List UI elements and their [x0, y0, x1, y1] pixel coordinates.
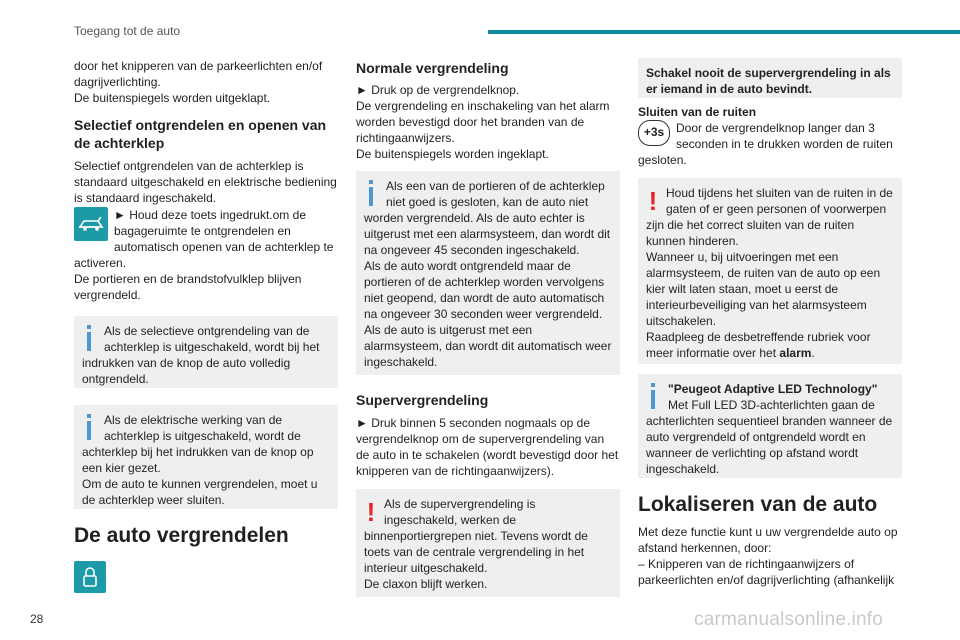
led-title: "Peugeot Adaptive LED Technology": [668, 382, 878, 396]
intro-paragraph: door het knipperen van de parkeerlichten en/of dagrijverlichting. De buitenspiegels worden uitgeklapt.: [74, 59, 323, 105]
close-windows-paragraph: Door de vergrendelknop langer dan 3 seconden in te drukken worden de ruiten gesloten.: [638, 121, 893, 167]
warning-icon: !: [648, 186, 658, 216]
lock-icon: [74, 561, 106, 593]
warning-box-superlock: [356, 489, 620, 597]
section-title: Toegang tot de auto: [74, 24, 181, 38]
heading-selective-unlock: Selectief ontgrendelen en openen van de achterklep: [74, 117, 327, 151]
warning-box-windows: [638, 178, 902, 364]
heading-locate-car: Lokaliseren van de auto: [638, 493, 878, 516]
led-text: Met Full LED 3D-achterlichten gaan de achterlichten sequentieel branden wanneer de auto vergrendeld of ontgrendeld wordt en wanneer de verlichting op afstand wordt ingeschakeld.: [646, 398, 893, 476]
info-icon: [82, 325, 98, 353]
info-box-selective: [74, 316, 338, 388]
header-accent-bar: [488, 30, 960, 34]
warning-windows-end: .: [811, 346, 815, 360]
note-box-never-superlock: [638, 58, 902, 98]
normal-lock-paragraph: ► Druk op de vergrendelknop. De vergrendeling en inschakeling van het alarm worden bevestigd door het branden van de richtingaanwijzers. De buitenspiegels worden ingeklapt.: [356, 83, 610, 161]
info-text-selective: Als de selectieve ontgrendeling van de achterklep is uitgeschakeld, wordt bij het indrukken van de knop de auto volledig ontgrendeld.: [82, 324, 320, 386]
warning-text-windows: [646, 185, 894, 361]
selective-paragraph: Selectief ontgrendelen van de achterklep is standaard uitgeschakeld en elektrische bediening is standaard ingeschakeld.: [74, 159, 337, 205]
heading-superlock: Supervergrendeling: [356, 392, 489, 408]
info-text-electric: Als de elektrische werking van de achterklep is uitgeschakeld, wordt de achterklep bij het indrukken van de knop op een kier gezet. Om de auto te kunnen vergrendelen, moet u de achterklep weer sluiten.: [82, 413, 318, 507]
note-text-never-superlock: Schakel nooit de supervergrendeling in als er iemand in de auto bevindt.: [646, 66, 891, 96]
warning-text-superlock: Als de supervergrendeling is ingeschakeld, werken de binnenportiergrepen niet. Tevens wordt de toets van de centrale vergrendeling in het interieur uitgeschakeld. De claxon blijft werken.: [364, 497, 588, 591]
info-box-led: [638, 374, 902, 478]
info-icon: [364, 180, 380, 208]
info-text-doors: Als een van de portieren of de achterklep niet goed is gesloten, kan de auto niet worden vergrendeld. Als de auto echter is uitgerust met een alarmsysteem, dan wordt dit na ongeveer 45 seconden ingeschakeld. Als de auto wordt ontgrendeld maar de portieren of de achterklep worden vervolgens niet geopend, dan wordt de auto automatisch na ongeveer 30 seconden weer vergrendeld. Als de auto is uitgerust met een alarmsysteem, dan wordt dit automatisch weer ingeschakeld.: [364, 179, 612, 369]
hold-3s-icon: +3s: [638, 120, 670, 146]
alarm-link-text: alarm: [779, 346, 812, 360]
trunk-button-block: [74, 207, 338, 303]
column-right: [638, 58, 902, 588]
info-box-electric: [74, 405, 338, 509]
heading-normal-lock: Normale vergrendeling: [356, 60, 509, 76]
car-trunk-icon: [74, 207, 108, 241]
info-text-led-block: [646, 381, 894, 477]
info-icon: [82, 414, 98, 442]
info-icon: [646, 383, 662, 411]
superlock-paragraph: ► Druk binnen 5 seconden nogmaals op de vergrendelknop om de supervergrendeling van de auto in te schakelen (wordt bevestigd door het knipperen van de richtingaanwijzers).: [356, 416, 619, 478]
heading-lock-car: De auto vergrendelen: [74, 524, 289, 547]
page-number: 28: [30, 612, 44, 626]
heading-close-windows: Sluiten van de ruiten: [638, 105, 757, 119]
info-box-doors: [356, 171, 620, 375]
column-middle: [356, 58, 620, 597]
warning-windows-main: Houd tijdens het sluiten van de ruiten in de gaten of er geen personen of voorwerpen zijn die het correct sluiten van de ruiten kunnen hinderen. Wanneer u, bij uitvoeringen met een alarmsysteem, de ruiten van de auto op een kier wilt laten staan, moet u eerst de interieurbeveiliging van het alarmsysteem uitschakelen. Raadpleeg de desbetreffende rubriek voor meer informatie over het: [646, 186, 893, 360]
watermark: carmanualsonline.info: [694, 609, 884, 630]
close-windows-block: [638, 120, 902, 168]
warning-icon: !: [366, 497, 376, 527]
trunk-button-paragraph: ► Houd deze toets ingedrukt.om de bagageruimte te ontgrendelen en automatisch openen van de achterklep te activeren. De portieren en de brandstofvulklep blijven vergrendeld.: [74, 208, 334, 302]
column-left: [74, 58, 338, 593]
locate-paragraph: Met deze functie kunt u uw vergrendelde auto op afstand herkennen, door: – Knipperen van de richtingaanwijzers of parkeerlichten en/of dagrijverlichting (afhankelijk: [638, 525, 898, 587]
